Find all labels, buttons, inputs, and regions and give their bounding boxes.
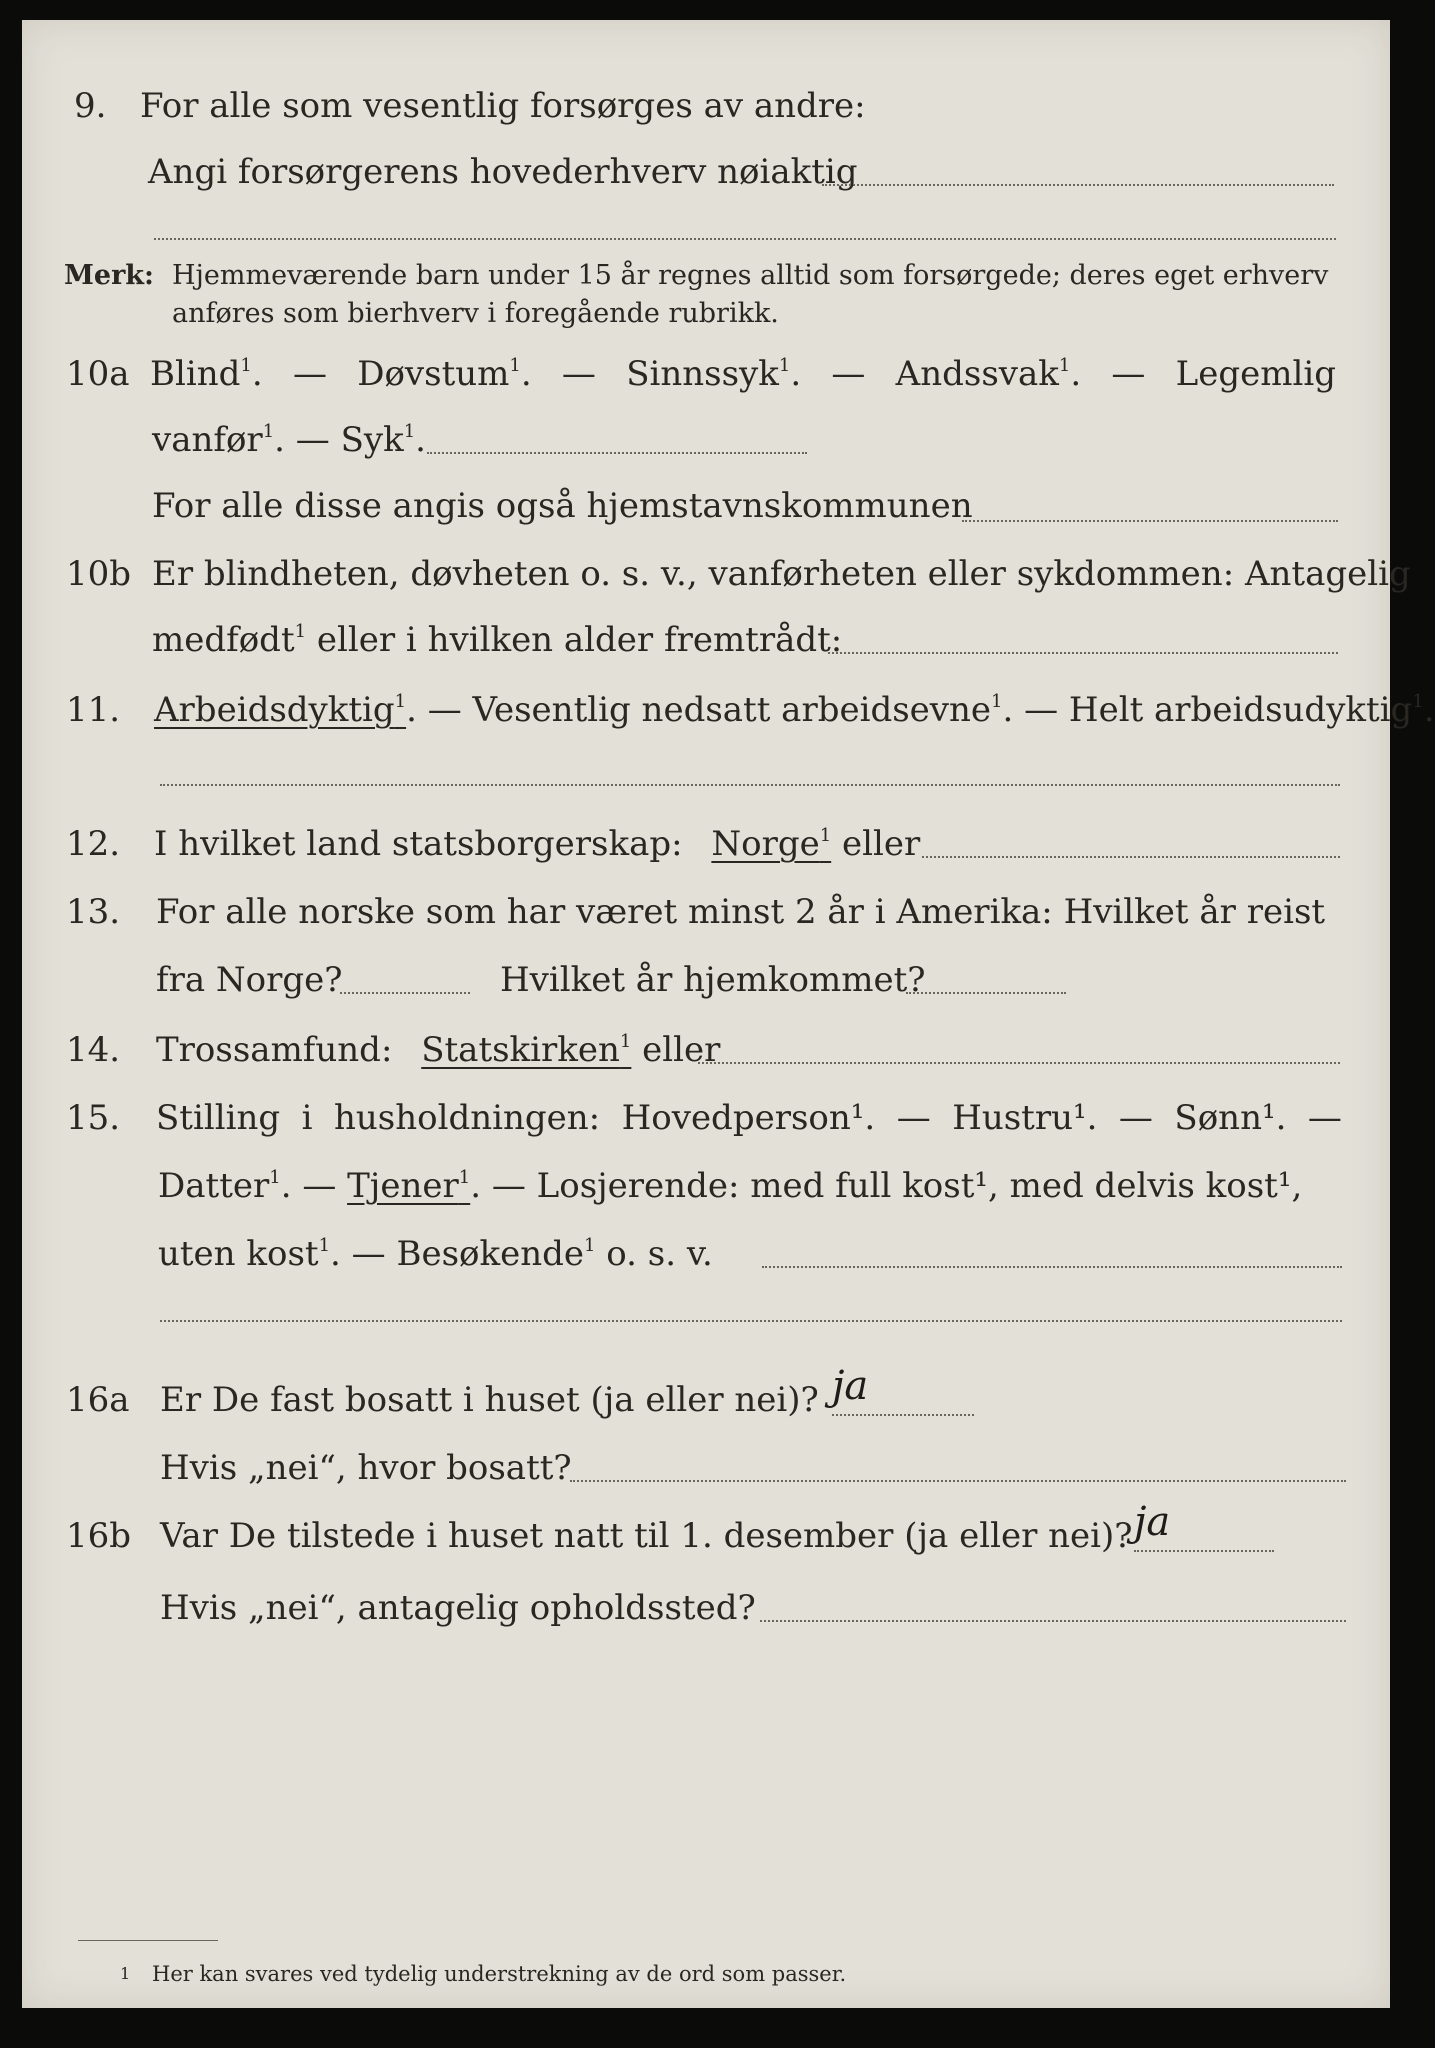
q13-text: For alle norske som har været minst 2 år i Amerika: Hvilket år reist xyxy=(156,892,1326,932)
q10a-options xyxy=(150,354,1336,394)
q16a-where-field[interactable] xyxy=(570,1480,1346,1482)
q10a-dash-3: — xyxy=(831,354,866,394)
q10b-text: Er blindheten, døvheten o. s. v., vanførheten eller sykdommen: Antagelig xyxy=(152,554,1411,594)
footnote-text: Her kan svares ved tydelig understrekning av de ord som passer. xyxy=(152,1962,847,1986)
footnote-rule xyxy=(78,1940,218,1941)
q9-answer-field-2[interactable] xyxy=(154,238,1336,240)
q10a-number: 10a xyxy=(66,354,130,394)
q15-opt-hovedperson[interactable]: Hovedperson¹. xyxy=(621,1098,876,1138)
q16b-number: 16b xyxy=(66,1516,132,1556)
q15-opt-losjerende[interactable]: Losjerende: med full kost¹, med delvis kost¹, xyxy=(536,1166,1303,1206)
q11-opt-udyktig[interactable]: Helt arbeidsudyktig$^1$ xyxy=(1068,690,1424,730)
q15-opt-sonn[interactable]: Sønn¹. xyxy=(1174,1098,1287,1138)
q15-other-field[interactable] xyxy=(762,1266,1342,1268)
q16b-stay-label: Hvis „nei“, antagelig opholdssted? xyxy=(160,1588,756,1628)
q13-return-year-field[interactable] xyxy=(906,992,1066,994)
q15-opt-uten-kost[interactable]: uten kost$^1$ xyxy=(158,1234,331,1274)
q13-left-label: fra Norge? xyxy=(156,960,343,1000)
q16a-handwritten-answer: ja xyxy=(832,1363,869,1409)
q9-answer-field[interactable] xyxy=(822,184,1334,186)
q15-options-1: Stilling i husholdningen: Hovedperson¹. — Hustru¹. — Sønn¹. — xyxy=(156,1098,1342,1138)
q11-opt-arbeidsdyktig[interactable]: Arbeidsdyktig$^1$ xyxy=(154,690,407,730)
q9-text: For alle som vesentlig forsørges av andre: xyxy=(140,86,866,126)
q14-text: Trossamfund: Statskirken$^1$ eller xyxy=(156,1030,721,1070)
q15-options-2: Datter$^1$. — Tjener$^1$. — Losjerende: med full kost¹, med delvis kost¹, xyxy=(158,1166,1303,1206)
q14-opt-statskirken[interactable]: Statskirken$^1$ xyxy=(421,1030,632,1070)
q10a-dash-1: — xyxy=(292,354,327,394)
q16a-number: 16a xyxy=(66,1380,130,1420)
q10a-hometown-label: For alle disse angis også hjemstavnskommunen xyxy=(152,486,973,526)
q12-text: I hvilket land statsborgerskap: Norge$^1$ eller xyxy=(154,824,921,864)
census-form-page xyxy=(22,20,1435,2008)
q14-faith-field[interactable] xyxy=(698,1062,1340,1064)
q11-opt-nedsatt[interactable]: Vesentlig nedsatt arbeidsevne$^1$ xyxy=(472,690,1003,730)
q13-return-label: Hvilket år hjemkommet? xyxy=(500,960,926,1000)
footnote-mark: 1 xyxy=(120,1964,131,1983)
q13-number: 13. xyxy=(66,892,121,932)
q10a-dash-4: — xyxy=(1111,354,1146,394)
merk-text-2: anføres som bierhverv i foregående rubrikk. xyxy=(172,298,779,329)
q16a-text: Er De fast bosatt i huset (ja eller nei)? xyxy=(160,1380,819,1420)
q12-opt-norge[interactable]: Norge$^1$ xyxy=(711,824,832,864)
q10a-hometown-field[interactable] xyxy=(962,520,1338,522)
q13-left-year-field[interactable] xyxy=(340,992,470,994)
q10a-opt-legemlig[interactable]: Legemlig xyxy=(1175,354,1336,394)
q10a-opt-sinnssyk[interactable]: Sinnssyk$^1$. xyxy=(626,354,802,394)
q14-number: 14. xyxy=(66,1030,121,1070)
q16b-answer-field[interactable] xyxy=(1134,1550,1274,1552)
q15-opt-besokende[interactable]: Besøkende$^1$ xyxy=(396,1234,596,1274)
q12-country-field[interactable] xyxy=(922,856,1340,858)
q16b-text: Var De tilstede i huset natt til 1. desember (ja eller nei)? xyxy=(160,1516,1133,1556)
q15-opt-datter[interactable]: Datter$^1$ xyxy=(158,1166,281,1206)
q16a-answer-field[interactable] xyxy=(832,1414,974,1416)
q9-occupation-label: Angi forsørgerens hovederhverv nøiaktig xyxy=(148,152,858,192)
q15-number: 15. xyxy=(66,1098,121,1138)
q10a-dash-2: — xyxy=(561,354,596,394)
q10a-opt-andssvak[interactable]: Andssvak$^1$. xyxy=(895,354,1082,394)
q10b-number: 10b xyxy=(66,554,132,594)
q15-options-3: uten kost$^1$. — Besøkende$^1$ o. s. v. xyxy=(158,1234,713,1274)
q10b-medfodt[interactable]: medfødt$^1$ eller i hvilken alder fremtrådt: xyxy=(152,620,843,660)
q16b-handwritten-answer: ja xyxy=(1134,1499,1171,1545)
q10a-syk-field[interactable] xyxy=(427,452,807,454)
q9-number: 9. xyxy=(74,86,107,126)
q15-opt-tjener[interactable]: Tjener$^1$ xyxy=(347,1166,471,1206)
q10a-opt-dovstum[interactable]: Døvstum$^1$. xyxy=(357,354,532,394)
q10a-opt-blind[interactable]: Blind$^1$. xyxy=(150,354,263,394)
q16b-stay-field[interactable] xyxy=(760,1620,1346,1622)
q11-options: Arbeidsdyktig$^1$. — Vesentlig nedsatt arbeidsevne$^1$. — Helt arbeidsudyktig$^1$. xyxy=(154,690,1435,730)
merk-text-1: Hjemmeværende barn under 15 år regnes alltid som forsørgede; deres eget erhverv xyxy=(172,260,1329,291)
q15-answer-field-2[interactable] xyxy=(160,1320,1342,1322)
q12-number: 12. xyxy=(66,824,121,864)
q16a-where-label: Hvis „nei“, hvor bosatt? xyxy=(160,1448,572,1488)
merk-label: Merk: xyxy=(64,260,154,291)
q11-number: 11. xyxy=(66,690,121,730)
q11-answer-field[interactable] xyxy=(160,784,1340,786)
q10b-age-field[interactable] xyxy=(828,652,1338,654)
q10a-opt-vanfor-syk[interactable]: vanfør$^1$. — Syk$^1$. xyxy=(152,420,426,460)
q15-opt-hustru[interactable]: Hustru¹. xyxy=(952,1098,1098,1138)
